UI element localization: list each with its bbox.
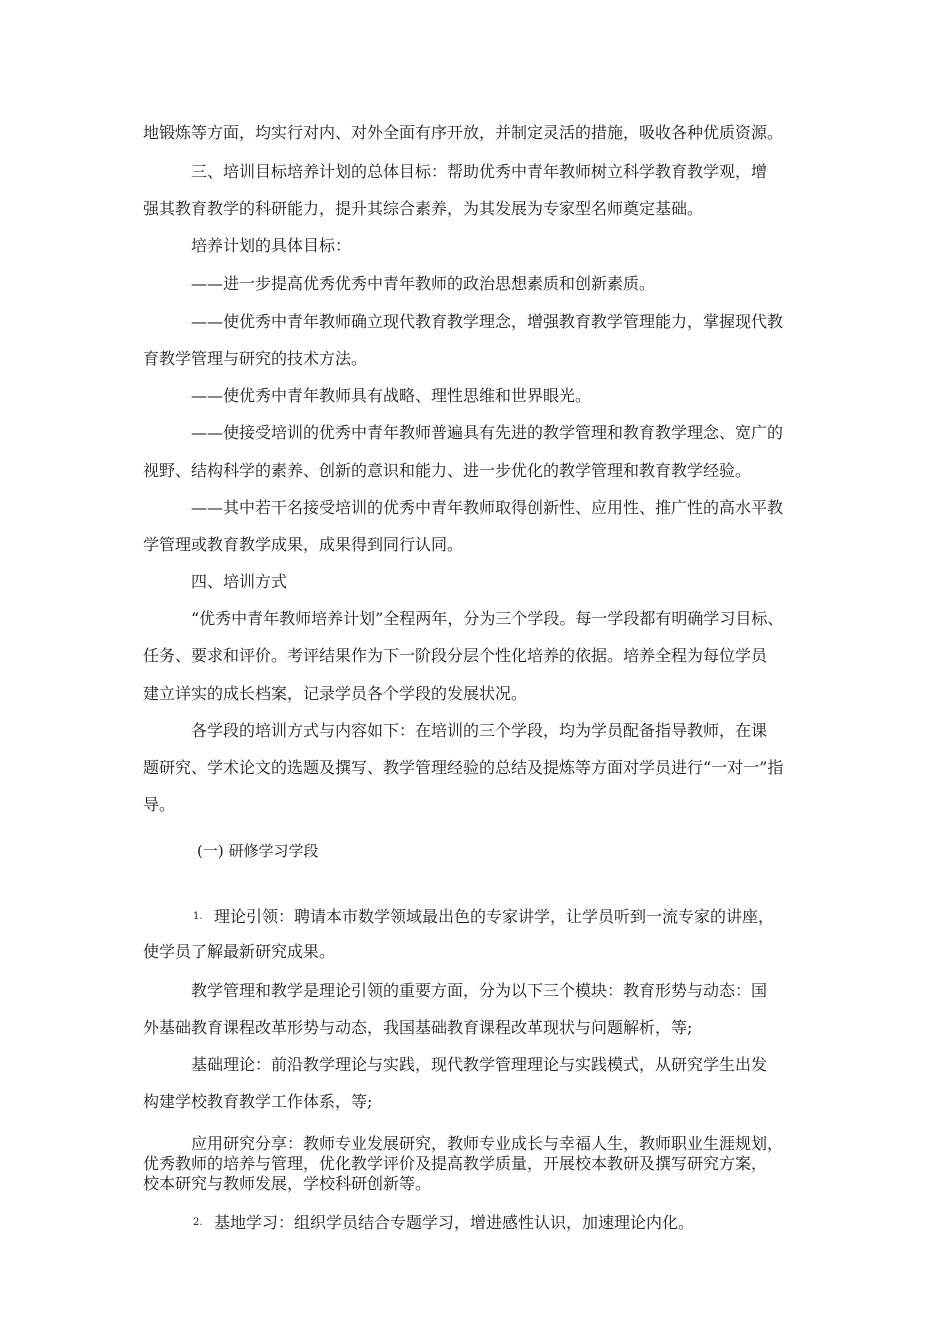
list-item-text: 基地学习：组织学员结合专题学习，增进感性认识，加速理论内化。 xyxy=(214,1213,695,1232)
subsection-heading: (一) 研修学习学段 xyxy=(197,842,319,860)
paragraph-line: 建立详实的成长档案，记录学员各个学段的发展状况。 xyxy=(143,684,528,703)
paragraph-line: 构建学校教育教学工作体系，等; xyxy=(143,1092,373,1111)
paragraph-line: 题研究、学术论文的选题及撰写、教学管理经验的总结及提炼等方面对学员进行“一对一”指 xyxy=(143,758,784,777)
paragraph-line: “优秀中青年教师培养计划”全程两年，分为三个学段。每一学段都有明确学习目标、 xyxy=(191,609,784,628)
list-number: 1. xyxy=(193,911,203,922)
paragraph-line: 外基础教育课程改革形势与动态，我国基础教育课程改革现状与问题解析，等; xyxy=(143,1018,693,1037)
paragraph-line: 强其教育教学的科研能力，提升其综合素养，为其发展为专家型名师奠定基础。 xyxy=(143,199,704,218)
goal-item: ——进一步提高优秀优秀中青年教师的政治思想素质和创新素质。 xyxy=(191,274,656,293)
subheading-line: 培养计划的具体目标： xyxy=(191,236,352,255)
section-three-heading-line: 三、培训目标培养计划的总体目标：帮助优秀中青年教师树立科学教育教学观，增 xyxy=(191,162,768,181)
paragraph-line: 基础理论：前沿教学理论与实践，现代教学管理理论与实践模式，从研究学生出发 xyxy=(191,1055,768,1074)
paragraph-line: 优秀教师的培养与管理，优化教学评价及提高教学质量，开展校本教研及撰写研究方案， xyxy=(143,1154,768,1173)
paragraph-line: 育教学管理与研究的技术方法。 xyxy=(143,349,368,368)
goal-item: ——其中若干名接受培训的优秀中青年教师取得创新性、应用性、推广性的高水平教 xyxy=(191,498,784,517)
paragraph-line: 校本研究与教师发展，学校科研创新等。 xyxy=(143,1174,432,1193)
section-four-heading: 四、培训方式 xyxy=(191,572,288,591)
paragraph-line: 教学管理和教学是理论引领的重要方面，分为以下三个模块：教育形势与动态：国 xyxy=(191,981,768,1000)
paragraph-line: 各学段的培训方式与内容如下：在培训的三个学段，均为学员配备指导教师，在课 xyxy=(191,721,768,740)
paragraph-line: 视野、结构科学的素养、创新的意识和能力、进一步优化的教学管理和教育教学经验。 xyxy=(143,461,752,480)
paragraph-line: 学管理或教育教学成果，成果得到同行认同。 xyxy=(143,535,464,554)
paragraph-line: 地锻炼等方面，均实行对内、对外全面有序开放，并制定灵活的措施，吸收各种优质资源。 xyxy=(143,123,784,142)
goal-item: ——使优秀中青年教师确立现代教育教学理念，增强教育教学管理能力，掌握现代教 xyxy=(191,312,784,331)
goal-item: ——使优秀中青年教师具有战略、理性思维和世界眼光。 xyxy=(191,386,592,405)
paragraph-line: 使学员了解最新研究成果。 xyxy=(143,942,336,961)
paragraph-line: 导。 xyxy=(143,795,176,814)
paragraph-line: 任务、要求和评价。考评结果作为下一阶段分层个性化培养的依据。培养全程为每位学员 xyxy=(143,646,768,665)
list-item-text: 理论引领：聘请本市数学领域最出色的专家讲学，让学员听到一流专家的讲座， xyxy=(214,907,775,926)
list-number: 2. xyxy=(193,1217,203,1228)
goal-item: ——使接受培训的优秀中青年教师普遍具有先进的教学管理和教育教学理念、宽广的 xyxy=(191,423,784,442)
paragraph-line: 应用研究分享：教师专业发展研究，教师专业成长与幸福人生，教师职业生涯规划， xyxy=(191,1134,784,1153)
